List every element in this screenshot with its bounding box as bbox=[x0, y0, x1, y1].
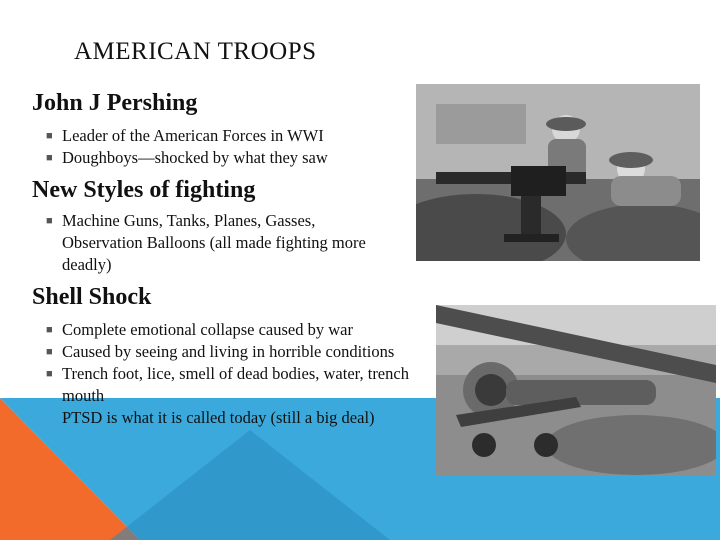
heading-new-styles-of-fighting: New Styles of fighting bbox=[32, 177, 256, 203]
list-item: ■ Doughboys—shocked by what they saw bbox=[46, 148, 328, 167]
list-item: ■ Caused by seeing and living in horrible conditions bbox=[46, 342, 395, 361]
bullet-list-pershing bbox=[44, 125, 416, 169]
heading-shell-shock: Shell Shock bbox=[32, 284, 152, 310]
photo-soldiers-machine-gun bbox=[416, 84, 700, 261]
square-bullet-icon: ■ bbox=[46, 324, 53, 336]
bullet-list-shell-shock bbox=[44, 319, 422, 429]
slide-title: AMERICAN TROOPS bbox=[74, 38, 317, 65]
heading-john-j-pershing: John J Pershing bbox=[32, 90, 198, 116]
biplane-photo-icon bbox=[436, 305, 716, 475]
bullet-list-fighting bbox=[44, 210, 394, 276]
machine-gun-photo-icon bbox=[416, 84, 700, 261]
list-item: PTSD is what it is called today (still a big deal) bbox=[62, 408, 375, 427]
square-bullet-icon: ■ bbox=[46, 368, 53, 380]
square-bullet-icon: ■ bbox=[46, 215, 53, 227]
photo-crashed-biplane bbox=[436, 305, 716, 475]
square-bullet-icon: ■ bbox=[46, 152, 53, 164]
list-item: ■ Complete emotional collapse caused by war bbox=[46, 320, 353, 339]
square-bullet-icon: ■ bbox=[46, 130, 53, 142]
list-item: ■ Leader of the American Forces in WWI bbox=[46, 126, 324, 145]
list-item: ■ Machine Guns, Tanks, Planes, Gasses, Observation Balloons (all made fighting more deadly) bbox=[46, 211, 366, 274]
list-item: ■ Trench foot, lice, smell of dead bodies, water, trench mouth bbox=[46, 364, 409, 405]
square-bullet-icon: ■ bbox=[46, 346, 53, 358]
